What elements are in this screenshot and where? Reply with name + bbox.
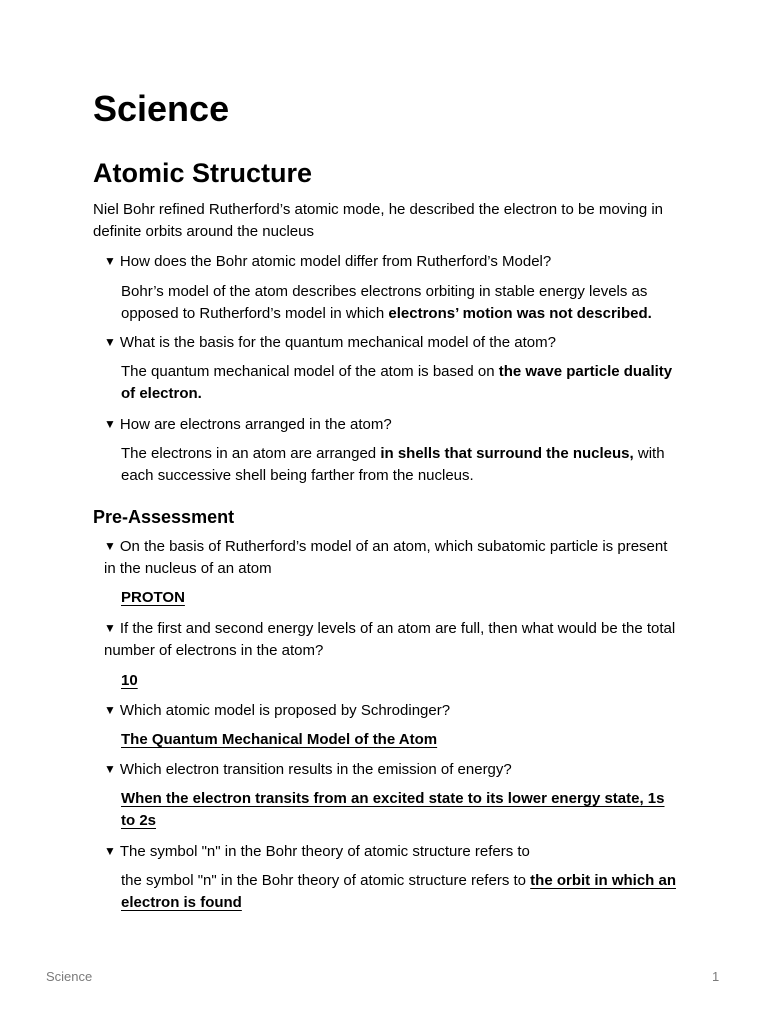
toggle-question-text: What is the basis for the quantum mechanical model of the atom? xyxy=(119,334,556,351)
answer-bold-text: The Quantum Mechanical Model of the Atom xyxy=(121,731,438,748)
answer-bold-text: electrons’ motion was not described. xyxy=(388,305,652,322)
answer-bold-text: in shells that surround the nucleus, xyxy=(380,445,634,462)
toggle-question[interactable] xyxy=(104,536,679,580)
toggle-question-text: How are electrons arranged in the atom? xyxy=(119,416,392,433)
answer-bold-text: When the electron transits from an excited state to its lower energy state, 1s to 2s xyxy=(121,790,665,829)
toggle-question-text: The symbol "n" in the Bohr theory of atomic structure refers to xyxy=(119,843,530,860)
toggle-question-text: How does the Bohr atomic model differ from Rutherford’s Model? xyxy=(119,253,552,270)
answer-text: the symbol "n" in the Bohr theory of atomic structure refers to xyxy=(121,872,531,889)
answer-bold-text: the wave particle duality of electron. xyxy=(121,363,673,402)
toggle-answer xyxy=(121,670,679,692)
section-heading: Atomic Structure xyxy=(93,158,313,188)
triangle-down-icon[interactable]: ▼ xyxy=(104,335,116,349)
triangle-down-icon[interactable]: ▼ xyxy=(104,621,116,635)
toggle-answer xyxy=(121,729,679,751)
answer-bold-text: the orbit in which an electron is found xyxy=(121,872,677,911)
intro-paragraph: Niel Bohr refined Rutherford’s atomic mode, he described the electron to be moving in definite orbits around the nucleus xyxy=(93,201,664,240)
triangle-down-icon[interactable]: ▼ xyxy=(104,539,116,553)
toggle-question-text: On the basis of Rutherford’s model of an atom, which subatomic particle is present in the nucleus of an atom xyxy=(104,538,668,577)
toggle-answer xyxy=(121,361,679,405)
answer-bold-text: 10 xyxy=(121,672,138,689)
toggle-answer xyxy=(121,870,679,914)
toggle-question[interactable] xyxy=(104,700,679,722)
footer-page-number: 1 xyxy=(712,969,720,984)
toggle-block xyxy=(104,700,679,751)
triangle-down-icon[interactable]: ▼ xyxy=(104,254,116,268)
footer-doc-name: Science xyxy=(46,969,93,984)
toggle-question[interactable] xyxy=(104,759,679,781)
triangle-down-icon[interactable]: ▼ xyxy=(104,844,116,858)
toggle-question[interactable] xyxy=(104,251,679,273)
answer-text: with each successive shell being farther from the nucleus. xyxy=(121,445,665,484)
toggle-answer xyxy=(121,443,679,487)
toggle-block xyxy=(104,841,679,914)
toggle-question-text: Which atomic model is proposed by Schrodinger? xyxy=(119,702,451,719)
page-title: Science xyxy=(93,88,230,129)
toggle-block xyxy=(104,618,679,692)
toggle-answer xyxy=(121,587,679,609)
toggle-block xyxy=(104,251,679,325)
toggle-answer xyxy=(121,281,679,325)
answer-bold-text: PROTON xyxy=(121,589,185,606)
toggle-block xyxy=(104,332,679,405)
toggle-block xyxy=(104,414,679,487)
answer-text: The electrons in an atom are arranged xyxy=(121,445,381,462)
toggle-question[interactable] xyxy=(104,414,679,436)
toggle-question-text: Which electron transition results in the emission of energy? xyxy=(119,761,512,778)
triangle-down-icon[interactable]: ▼ xyxy=(104,417,116,431)
pre-assessment-heading: Pre-Assessment xyxy=(93,507,235,527)
toggle-question-text: If the first and second energy levels of an atom are full, then what would be the total number of electrons in the atom? xyxy=(104,620,676,659)
toggle-block xyxy=(104,759,679,832)
toggle-question[interactable] xyxy=(104,332,679,354)
toggle-question[interactable] xyxy=(104,618,679,662)
answer-text: Bohr’s model of the atom describes electrons orbiting in stable energy levels as opposed to Rutherford’s model in which xyxy=(121,283,648,322)
toggle-block xyxy=(104,536,679,609)
triangle-down-icon[interactable]: ▼ xyxy=(104,703,116,717)
toggle-answer xyxy=(121,788,679,832)
triangle-down-icon[interactable]: ▼ xyxy=(104,762,116,776)
toggle-question[interactable] xyxy=(104,841,679,863)
answer-text: The quantum mechanical model of the atom is based on xyxy=(121,363,499,380)
